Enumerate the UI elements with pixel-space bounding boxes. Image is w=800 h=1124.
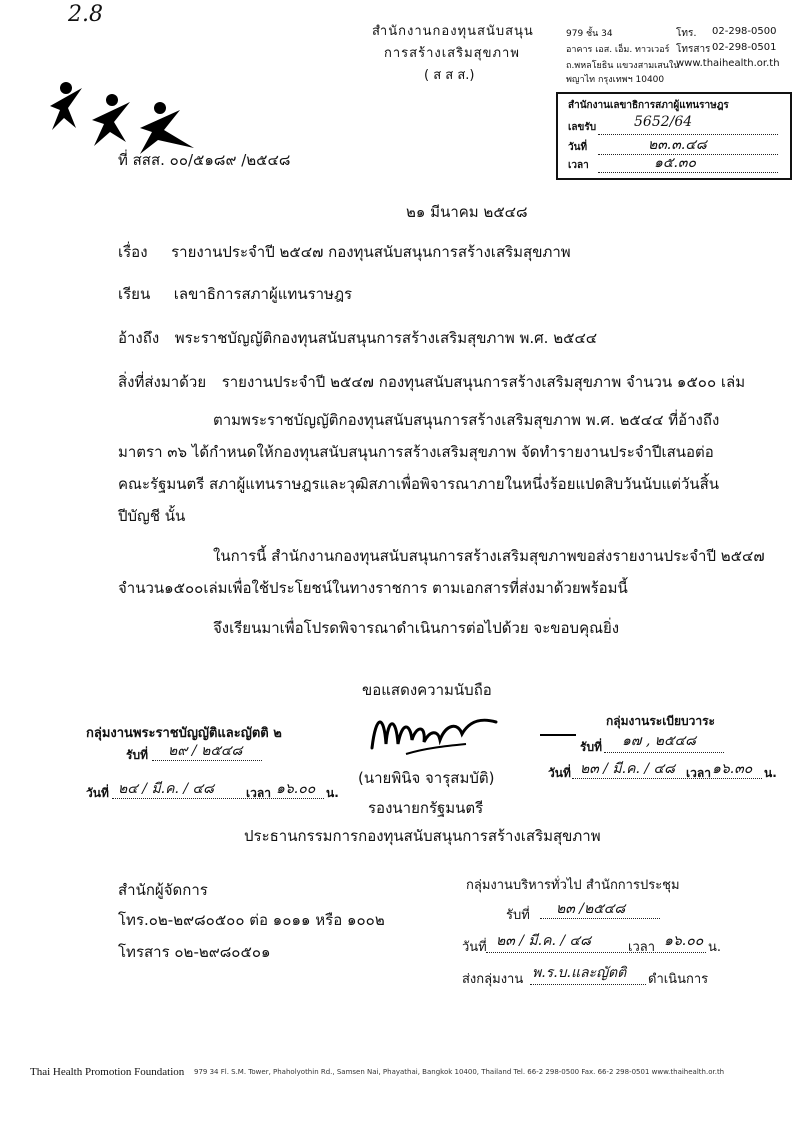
phone-label: โทร. [676,28,697,39]
admin-time-suffix: น. [708,940,722,955]
subject-label: เรื่อง [118,243,148,261]
paragraph-line: ปีบัญชี นั้น [118,507,186,525]
footer-foundation: Thai Health Promotion Foundation [30,1066,185,1078]
signature [366,704,506,764]
subject-text: รายงานประจำปี ๒๕๔๗ กองทุนสนับสนุนการสร้างเสริมสุขภาพ [171,243,571,261]
admin-forward-action: ดำเนินการ [648,972,709,987]
admin-receipt-label: รับที่ [506,908,530,923]
body-paragraph-2 [118,540,768,604]
fax-number: 02-298-0501 [712,42,777,53]
sender-office: สำนักผู้จัดการ [118,881,208,899]
registry-stamp-title: กลุ่มงานระเบียบวาระ [606,714,715,728]
phone-number: 02-298-0500 [712,26,777,37]
legal-stamp-title: กลุ่มงานพระราชบัญญัติและญัตติ ๒ [86,726,282,741]
registry-receipt-value: ๑๗ , ๒๕๔๘ [622,733,696,749]
admin-stamp-title: กลุ่มงานบริหารทั่วไป สำนักการประชุม [466,878,680,893]
reception-receipt-value: 5652/64 [634,114,693,130]
address-line: ถ.พหลโยธิน แขวงสามเสนใน [566,61,680,71]
org-name-line1: สำนักงานกองทุนสนับสนุน [372,24,534,39]
org-abbr: ( ส ส ส.) [424,68,475,83]
reference-text: พระราชบัญญัติกองทุนสนับสนุนการสร้างเสริมสุขภาพ พ.ศ. ๒๕๔๔ [174,329,598,347]
footer-address: 979 34 Fl. S.M. Tower, Phaholyothin Rd., Samsen Nai, Phayathai, Bangkok 10400, Thailand Tel. 66-2 298-0500 Fax. 66-2 298-0501 www.thaihealth.or.th [194,1068,725,1076]
paragraph-line: ในการนี้ สำนักงานกองทุนสนับสนุนการสร้างเสริมสุขภาพขอส่งรายงานประจำปี ๒๕๔๗ [213,547,765,565]
legal-time-label: เวลา [246,786,271,800]
registry-date-value: ๒๓ / มี.ค. / ๔๘ [580,761,675,777]
legal-date-value: ๒๔ / มี.ค. / ๔๘ [118,781,214,797]
admin-date-label: วันที่ [462,940,487,955]
address-line: อาคาร เอส. เอ็ม. ทาวเวอร์ [566,45,670,55]
admin-forward-value: พ.ร.บ.และญัตติ [532,965,627,981]
runner-figure-1 [50,82,82,130]
runner-figure-2 [92,94,130,146]
reference-label: อ้างถึง [118,329,160,347]
legal-time-value: ๑๖.๐๐ [276,781,316,797]
reception-stamp-title: สำนักงานเลขาธิการสภาผู้แทนราษฎร [568,100,729,111]
dash-mark [540,734,576,736]
website: www.thaihealth.or.th [676,58,780,69]
enclosure-row [118,370,745,394]
closing: ขอแสดงความนับถือ [362,681,492,699]
legal-receipt-value: ๒๙ / ๒๕๔๘ [168,743,243,759]
margin-note: 2.8 [68,2,103,27]
fax-label: โทรสาร [676,44,711,55]
reception-date-label: วันที่ [568,142,588,153]
paragraph-line: มาตรา ๓๖ ได้กำหนดให้กองทุนสนับสนุนการสร้างเสริมสุขภาพ จัดทำรายงานประจำปีเสนอต่อ [118,443,714,461]
sender-phone: โทร.๐๒-๒๙๘๐๕๐๐ ต่อ ๑๐๑๑ หรือ ๑๐๐๒ [118,911,385,929]
reference-row [118,326,597,350]
ref-number: ที่ สสส. ๐๐/๕๑๘๙ /๒๕๔๘ [118,151,291,169]
registry-time-label: เวลา [686,766,711,780]
reception-date-value: ๒๓.๓.๔๘ [648,137,707,153]
signer-committee-title: ประธานกรรมการกองทุนสนับสนุนการสร้างเสริมสุขภาพ [244,827,601,845]
admin-time-label: เวลา [628,940,656,955]
runner-figure-3 [140,102,194,154]
admin-date-value: ๒๓ / มี.ค. / ๔๘ [496,933,591,949]
signer-title: รองนายกรัฐมนตรี [368,799,484,817]
paragraph-line: จำนวน๑๕๐๐เล่มเพื่อใช้ประโยชน์ในทางราชการ ตามเอกสารที่ส่งมาด้วยพร้อมนี้ [118,579,628,597]
paragraph-line: คณะรัฐมนตรี สภาผู้แทนราษฎรและวุฒิสภาเพื่อพิจารณาภายในหนึ่งร้อยแปดสิบวันนับแต่วันสิ้น [118,475,720,493]
enclosure-text: รายงานประจำปี ๒๕๔๗ กองทุนสนับสนุนการสร้างเสริมสุขภาพ จำนวน ๑๕๐๐ เล่ม [221,373,746,391]
legal-receipt-label: รับที่ [126,748,148,762]
reception-time-value: ๑๕.๓๐ [654,155,697,171]
to-row [118,282,352,306]
paragraph-line: ตามพระราชบัญญัติกองทุนสนับสนุนการสร้างเสริมสุขภาพ พ.ศ. ๒๕๔๔ ที่อ้างถึง [213,411,720,429]
to-label: เรียน [118,285,151,303]
subject-row [118,240,571,264]
enclosure-label: สิ่งที่ส่งมาด้วย [118,373,207,391]
registry-receipt-label: รับที่ [580,740,602,754]
registry-time-suffix: น. [764,766,777,780]
legal-date-label: วันที่ [86,786,109,800]
registry-date-label: วันที่ [548,766,571,780]
org-name-line2: การสร้างเสริมสุขภาพ [384,46,520,61]
sender-fax: โทรสาร ๐๒-๒๙๘๐๕๐๑ [118,943,271,961]
address-line: พญาไท กรุงเทพฯ 10400 [566,75,665,85]
thaihealth-logo [42,78,202,156]
admin-forward-label: ส่งกลุ่มงาน [462,972,524,987]
reception-time-label: เวลา [568,160,589,171]
registry-time-value: ๑๖.๓๐ [712,761,753,777]
legal-time-suffix: น. [326,786,339,800]
reception-stamp [556,92,792,180]
admin-receipt-value: ๒๓ /๒๕๔๘ [556,901,626,917]
paragraph-line: จึงเรียนมาเพื่อโปรดพิจารณาดำเนินการต่อไปด้วย จะขอบคุณยิ่ง [213,619,620,637]
reception-receipt-label: เลขรับ [568,122,597,133]
to-text: เลขาธิการสภาผู้แทนราษฎร [173,285,353,303]
admin-time-value: ๑๖.๐๐ [664,933,704,949]
body-paragraph-1 [118,404,768,532]
signer-name: (นายพินิจ จารุสมบัติ) [358,769,495,787]
address-line: 979 ชั้น 34 [566,29,613,39]
letter-date: ๒๑ มีนาคม ๒๕๔๘ [406,203,528,221]
body-paragraph-3 [118,612,768,644]
